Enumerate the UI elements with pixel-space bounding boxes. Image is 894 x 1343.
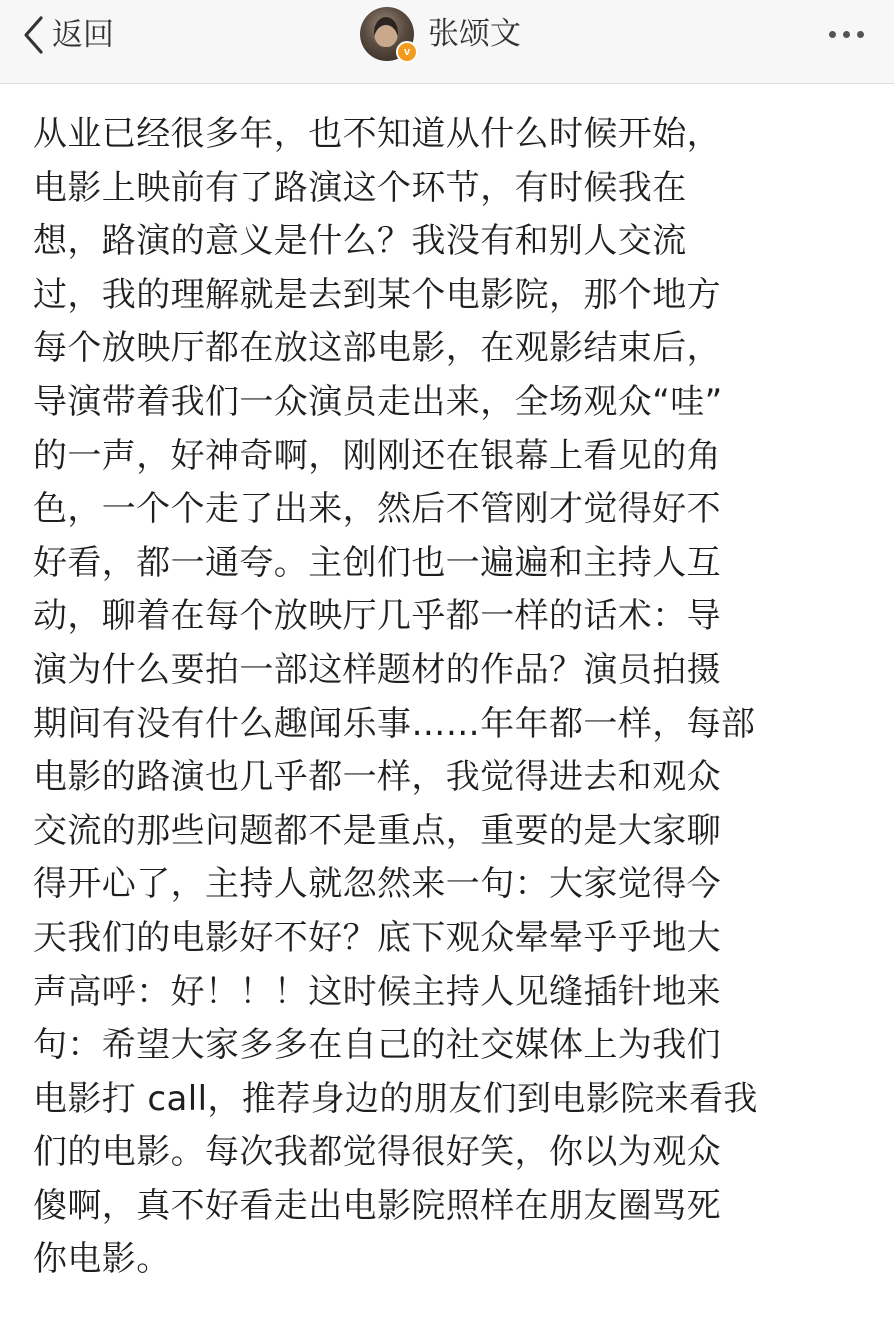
post-text-line: 的一声，好神奇啊，刚刚还在银幕上看见的角: [33, 435, 721, 476]
post-text-line: 天我们的电影好不好？底下观众晕晕乎乎地大: [33, 917, 721, 958]
post-text-line: 好看，都一通夸。主创们也一遍遍和主持人互: [33, 542, 721, 583]
username[interactable]: 张颂文: [428, 16, 521, 52]
post-text-line: 导演带着我们一众演员走出来，全场观众“哇”: [33, 381, 723, 422]
more-horizontal-icon: [857, 31, 864, 38]
back-button[interactable]: [22, 12, 114, 58]
post-text-line: 你电影。: [33, 1239, 171, 1280]
post-text-line: 每个放映厅都在放这部电影，在观影结束后，: [33, 328, 721, 369]
verified-badge-icon: v: [396, 41, 418, 63]
post-text-line: 电影打 call，推荐身边的朋友们到电影院来看我: [33, 1078, 758, 1119]
more-horizontal-icon: [829, 31, 836, 38]
more-horizontal-icon: [843, 31, 850, 38]
post-text-line: 得开心了，主持人就忽然来一句：大家觉得今: [33, 864, 721, 905]
post-text-line: 从业已经很多年，也不知道从什么时候开始，: [33, 114, 721, 154]
post-text-line: 电影上映前有了路演这个环节，有时候我在: [33, 167, 687, 208]
more-options-button[interactable]: [829, 16, 864, 52]
post-text-line: 交流的那些问题都不是重点，重要的是大家聊: [33, 810, 721, 851]
post-text-line: 声高呼：好！！！这时候主持人见缝插针地来: [33, 971, 721, 1012]
post-text-line: 们的电影。每次我都觉得很好笑，你以为观众: [33, 1132, 721, 1173]
post-text-line: 想，路演的意义是什么？我没有和别人交流: [33, 221, 687, 262]
navigation-bar: [0, 0, 894, 84]
post-text-line: 演为什么要拍一部这样题材的作品？演员拍摄: [33, 649, 721, 690]
user-header[interactable]: [360, 6, 521, 62]
post-text-line: 色，一个个走了出来，然后不管刚才觉得好不: [33, 489, 721, 530]
avatar[interactable]: [360, 7, 414, 61]
post-text-line: 动，聊着在每个放映厅几乎都一样的话术：导: [33, 596, 721, 637]
chevron-left-icon: [22, 15, 44, 55]
back-label: 返回: [52, 17, 114, 53]
avatar-face: [374, 17, 398, 47]
post-text-line: 句：希望大家多多在自己的社交媒体上为我们: [33, 1025, 721, 1066]
post-content: [33, 108, 853, 1287]
post-text-line: 傻啊，真不好看走出电影院照样在朋友圈骂死: [33, 1185, 721, 1226]
post-text-line: 过，我的理解就是去到某个电影院，那个地方: [33, 274, 721, 315]
post-text-line: 期间有没有什么趣闻乐事……年年都一样，每部: [33, 703, 756, 744]
post-text-line: 电影的路演也几乎都一样，我觉得进去和观众: [33, 757, 721, 798]
